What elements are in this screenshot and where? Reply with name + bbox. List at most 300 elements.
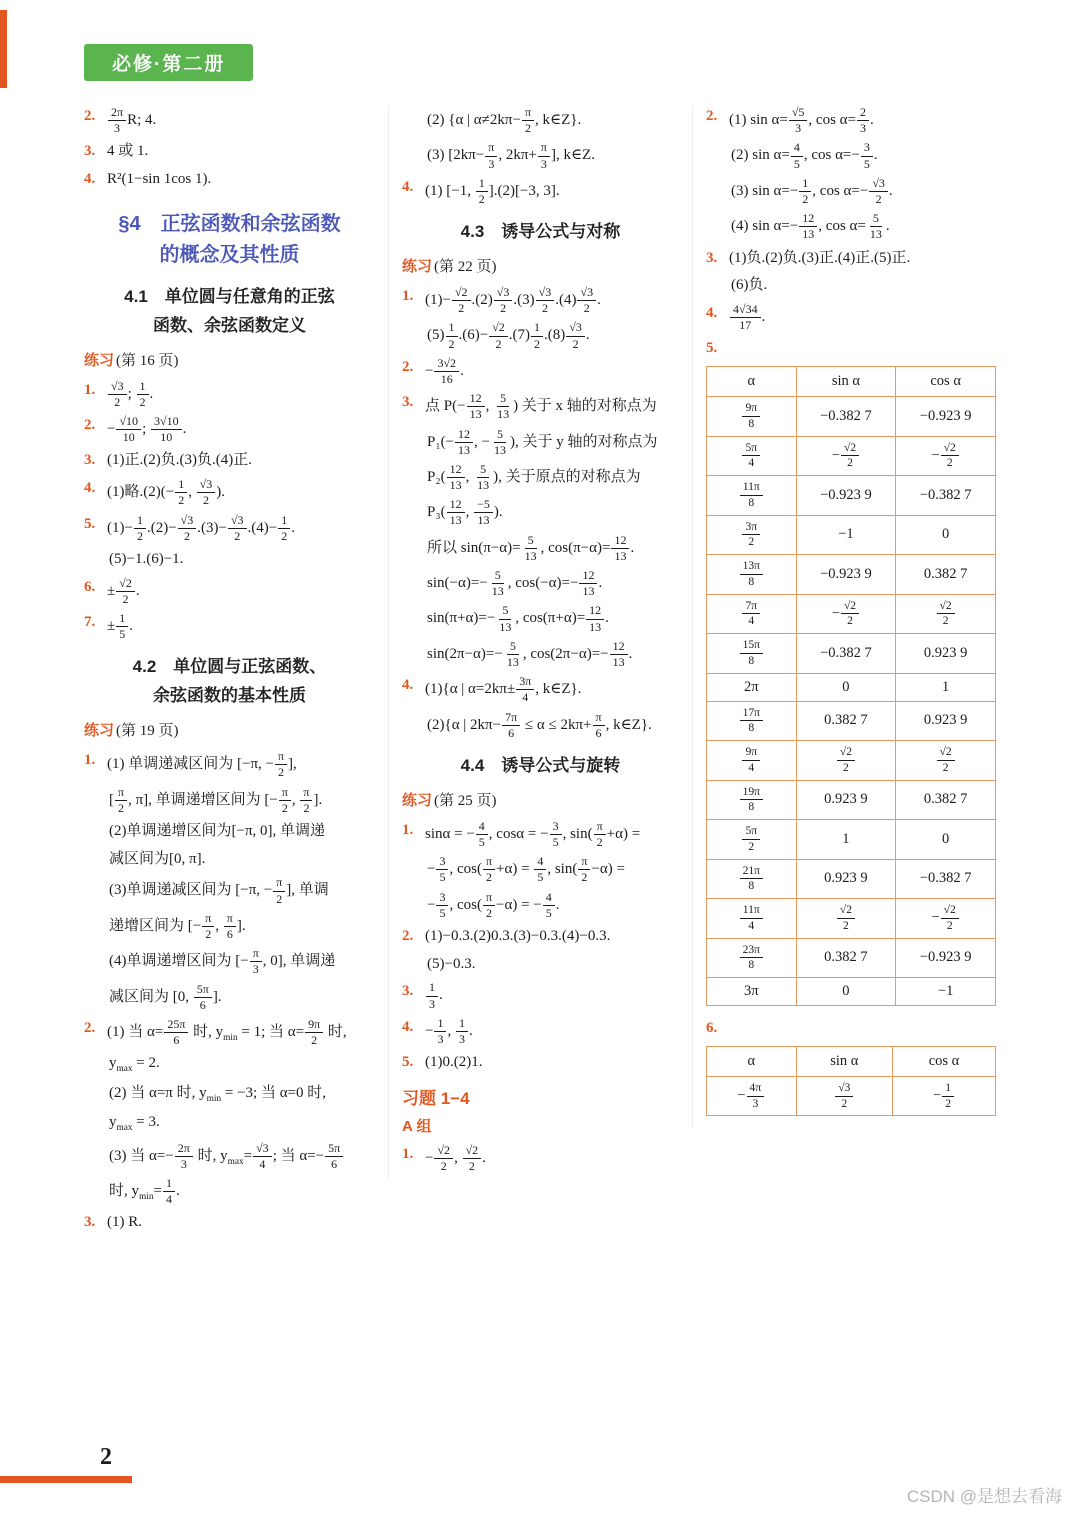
fraction: $\frac{5}{13}$ <box>477 461 490 493</box>
exercise-page-ref: (第 16 页) <box>116 352 179 369</box>
answer-text: (1){α | α=2kπ± $\frac{3\pi}{4}$ , k∈Z}. <box>425 674 582 705</box>
fraction: $\frac{12}{13}$ <box>586 604 604 633</box>
fraction: $\frac{12}{13}$ <box>455 428 473 457</box>
answer-line <box>402 1052 679 1074</box>
fraction: $\frac{11\pi}{4}$ <box>740 904 763 933</box>
answer-line <box>84 612 375 641</box>
table-cell <box>896 741 996 781</box>
fraction: $\frac{1}{5}$ <box>116 612 128 641</box>
fraction: $\frac{12}{13}$ <box>799 212 817 241</box>
table-row <box>707 397 996 437</box>
fraction: $\frac{√2}{2}$ <box>941 904 959 933</box>
fraction: $\frac{12}{13}$ <box>447 463 465 492</box>
table-cell: −1 <box>896 978 996 1006</box>
table-cell <box>707 594 797 634</box>
fraction: $\frac{√3}{4}$ <box>253 1142 272 1171</box>
answer-continuation <box>402 891 679 920</box>
item-number: 2. <box>402 358 414 375</box>
answer-continuation <box>402 954 679 976</box>
fraction: $\frac{17\pi}{8}$ <box>740 707 763 736</box>
content-columns <box>84 106 996 1240</box>
table-cell: − $\frac{4\pi}{3}$ <box>707 1076 797 1116</box>
answer-continuation <box>84 947 375 976</box>
answer-text: (5) $\frac{1}{2}$ .(6)− $\frac{√2}{2}$ .(7) $\frac{1}{2}$ .(8) $\frac{√3}{2}$ . <box>427 320 590 351</box>
table-cell: −0.382 7 <box>896 476 996 516</box>
fraction: $\frac{3√2}{16}$ <box>434 357 459 386</box>
fraction: $\frac{1}{2}$ <box>175 478 187 507</box>
fraction: $\frac{12}{13}$ <box>579 569 597 598</box>
answer-continuation <box>706 141 996 170</box>
fraction: $\frac{√3}{2}$ <box>536 286 555 315</box>
table-cell <box>707 780 797 820</box>
table-row <box>707 594 996 634</box>
answer-continuation <box>402 428 679 457</box>
fraction: $\frac{3\pi}{4}$ <box>516 675 534 704</box>
answer-line <box>84 750 375 779</box>
answer-text: − $\frac{√2}{2}$ , $\frac{√2}{2}$ . <box>425 1142 486 1174</box>
table-row <box>707 978 996 1006</box>
item-number: 4. <box>84 171 96 188</box>
answer-continuation <box>84 786 375 815</box>
fraction: $\frac{19\pi}{8}$ <box>740 786 763 815</box>
table-row <box>707 436 996 476</box>
page-number: 2 <box>100 1444 112 1470</box>
answer-continuation <box>84 1177 375 1206</box>
fraction: $\frac{1}{2}$ <box>942 1082 954 1111</box>
table-cell <box>707 476 797 516</box>
answer-text: (2)单调递增区间为[−π, 0], 单调递 <box>109 822 326 839</box>
fraction: $\frac{5}{13}$ <box>497 391 510 422</box>
fraction: $\frac{\pi}{2}$ <box>279 786 291 815</box>
column-left <box>84 106 388 1240</box>
fraction: $\frac{√2}{2}$ <box>837 904 855 933</box>
fraction: $\frac{12}{13}$ <box>611 534 629 563</box>
exercise-label: 练习 <box>402 791 433 809</box>
fraction: $\frac{3}{5}$ <box>436 891 448 920</box>
fraction: $\frac{3}{5}$ <box>550 820 562 849</box>
fraction: $\frac{4}{5}$ <box>791 141 803 170</box>
answer-line <box>84 380 375 409</box>
answer-continuation <box>84 821 375 843</box>
answer-text: $\frac{2\pi}{3}$ R; 4. <box>107 106 375 135</box>
answer-text: (1) R. <box>107 1214 142 1231</box>
fraction: $\frac{\pi}{6}$ <box>224 912 236 941</box>
table-cell <box>707 859 797 899</box>
answer-text: sinα = − $\frac{4}{5}$ , cosα = − $\frac{3}{5}$ , sin( $\frac{\pi}{2}$ +α) = <box>425 818 641 849</box>
answer-continuation <box>402 711 679 740</box>
fraction: $\frac{2}{3}$ <box>857 106 869 135</box>
table-cell: 0.923 9 <box>796 859 896 899</box>
table-cell: 0 <box>796 673 896 701</box>
fraction: $\frac{3}{5}$ <box>436 855 448 884</box>
table-cell <box>707 555 797 595</box>
answer-continuation <box>402 640 679 669</box>
table-header-cell: α <box>707 1046 797 1076</box>
fraction: $\frac{1}{2}$ <box>799 177 811 206</box>
fraction: $\frac{\pi}{2}$ <box>522 106 534 135</box>
item-number: 2. <box>84 108 96 124</box>
fraction: $\frac{1}{2}$ <box>476 177 488 206</box>
fraction: $\frac{√2}{2}$ <box>841 600 859 629</box>
fraction: $\frac{√5}{3}$ <box>789 106 808 135</box>
answer-text: − $\frac{3}{5}$ , cos( $\frac{\pi}{2}$ −α) = − $\frac{4}{5}$ . <box>427 889 560 920</box>
answer-continuation <box>84 1053 375 1076</box>
table-header-row <box>707 367 996 397</box>
answer-continuation <box>402 498 679 527</box>
answer-text: 点 P(− $\frac{12}{13}$ , $\frac{5}{13}$ ) 关于 x 轴的对称点为 <box>425 391 657 422</box>
table-head <box>707 1046 996 1076</box>
table-header-cell: sin α <box>796 367 896 397</box>
fraction: $\frac{21\pi}{8}$ <box>740 865 763 894</box>
fraction: $\frac{3}{5}$ <box>861 141 873 170</box>
table-cell <box>796 899 896 939</box>
group-label: A 组 <box>402 1117 432 1135</box>
item-number: 1. <box>402 1145 414 1162</box>
table-cell: 0.923 9 <box>896 701 996 741</box>
answer-text: (1)负.(2)负.(3)正.(4)正.(5)正. <box>729 249 911 266</box>
table-cell: −0.923 9 <box>896 397 996 437</box>
table-row <box>707 515 996 555</box>
fraction: $\frac{1}{2}$ <box>531 321 543 350</box>
answer-line <box>84 415 375 444</box>
answer-text: $\frac{1}{3}$ . <box>425 981 679 1010</box>
item-number: 4. <box>402 178 414 195</box>
fraction: $\frac{\pi}{2}$ <box>483 891 495 920</box>
item-number: 5. <box>706 340 718 357</box>
answer-text: (3) [2kπ− $\frac{\pi}{3}$ , 2kπ+ $\frac{\pi}{3}$ ], k∈Z. <box>427 140 595 171</box>
answer-text: sin(−α)=− $\frac{5}{13}$ , cos(−α)=− $\frac{12}{13}$ . <box>427 568 603 599</box>
subsection-heading <box>402 218 679 247</box>
footer-accent-bar <box>0 1476 132 1483</box>
answer-continuation <box>84 1083 375 1106</box>
table-cell <box>707 938 797 978</box>
fraction: $\frac{√2}{2}$ <box>837 746 855 775</box>
answer-text: (1)− $\frac{√2}{2}$ .(2) $\frac{√3}{2}$ .(3) $\frac{√3}{2}$ .(4) $\frac{√3}{2}$ . <box>425 285 601 316</box>
fraction: $\frac{\pi}{2}$ <box>202 912 214 941</box>
item-number: 5. <box>84 515 96 532</box>
answer-continuation <box>402 141 679 170</box>
answer-line <box>84 514 375 543</box>
table-cell <box>796 1076 892 1116</box>
item-number: 7. <box>84 614 96 631</box>
answer-line <box>84 577 375 606</box>
item-number: 2. <box>84 417 96 434</box>
answer-text: (3) 当 α=− $\frac{2\pi}{3}$ 时, $y_{max}=$ $\frac{√3}{4}$ ; 当 α=− $\frac{5\pi}{6}$ <box>109 1142 375 1171</box>
table-cell <box>896 594 996 634</box>
table-row <box>707 1076 996 1116</box>
table-row <box>707 555 996 595</box>
answer-line <box>402 675 679 704</box>
answer-continuation <box>84 1112 375 1135</box>
answer-text: (1) [−1, $\frac{1}{2}$ ].(2)[−3, 3]. <box>425 175 560 206</box>
table-cell: −0.382 7 <box>896 859 996 899</box>
answer-text: (5)−1.(6)−1. <box>109 550 184 567</box>
table-cell: −0.382 7 <box>796 397 896 437</box>
table-row <box>707 673 996 701</box>
table-body <box>707 397 996 1006</box>
table-cell: 3π <box>707 978 797 1006</box>
answer-line <box>402 981 679 1010</box>
answer-continuation <box>402 604 679 633</box>
item-number: 6. <box>706 1020 718 1037</box>
answer-text: $y_{max} = 3$. <box>109 1114 160 1134</box>
table-cell <box>707 397 797 437</box>
exercise-heading <box>402 789 679 810</box>
answer-line <box>706 248 996 270</box>
item-number: 3. <box>84 143 96 160</box>
table-cell: −0.923 9 <box>796 476 896 516</box>
answer-continuation <box>402 106 679 135</box>
fraction: $\frac{√2}{2}$ <box>116 577 135 606</box>
answer-line <box>402 926 679 948</box>
table-cell: − $\frac{√2}{2}$ <box>896 899 996 939</box>
item-number: 4. <box>402 1018 414 1035</box>
fraction: $\frac{2\pi}{3}$ <box>175 1142 193 1171</box>
item-number: 1. <box>84 752 96 769</box>
fraction: $\frac{4}{5}$ <box>476 820 488 849</box>
fraction: $\frac{\pi}{2}$ <box>273 876 285 905</box>
answer-text: (1)略.(2)(− $\frac{1}{2}$ , $\frac{√3}{2}$ ). <box>107 477 226 508</box>
heading-line: §4 正弦函数和余弦函数 <box>118 212 341 235</box>
fraction: $\frac{√2}{2}$ <box>937 600 955 629</box>
table-cell <box>707 436 797 476</box>
answer-text: (2) 当 α=π 时, $y_{min} = -3$; 当 α=0 时, <box>109 1084 327 1104</box>
fraction: $\frac{5}{13}$ <box>869 211 882 242</box>
fraction: $\frac{7\pi}{6}$ <box>502 711 520 740</box>
fraction: $\frac{12}{13}$ <box>467 392 485 421</box>
answer-continuation <box>402 321 679 350</box>
fraction: $\frac{25\pi}{6}$ <box>164 1018 188 1047</box>
table-cell: 2π <box>707 673 797 701</box>
fraction: $\frac{1}{2}$ <box>137 380 149 409</box>
fraction: $\frac{\pi}{3}$ <box>250 947 262 976</box>
fraction: $\frac{5}{13}$ <box>494 426 506 457</box>
exercise-page-ref: (第 19 页) <box>116 723 179 740</box>
exercise-label: 练习 <box>402 258 433 276</box>
answer-text: (5)−0.3. <box>427 955 476 972</box>
answer-continuation <box>402 534 679 563</box>
fraction: $\frac{\pi}{2}$ <box>300 786 312 815</box>
fraction: $\frac{\pi}{3}$ <box>485 141 497 170</box>
answer-line <box>84 106 375 135</box>
item-number: 3. <box>706 249 718 266</box>
table-row <box>707 634 996 674</box>
watermark: CSDN @是想去看海 <box>906 1487 1062 1506</box>
answer-continuation <box>402 569 679 598</box>
answer-text: (1)−0.3.(2)0.3.(3)−0.3.(4)−0.3. <box>425 927 611 944</box>
table-cell: 0.382 7 <box>796 701 896 741</box>
fraction: $\frac{9\pi}{4}$ <box>742 746 760 775</box>
item-number: 2. <box>84 1019 96 1036</box>
table-body <box>707 1076 996 1116</box>
fraction: $\frac{1}{3}$ <box>456 1017 468 1046</box>
fraction: $\frac{5}{13}$ <box>491 568 504 599</box>
exercise-heading <box>84 349 375 370</box>
fraction: $\frac{1}{2}$ <box>278 514 290 543</box>
item-number: 4. <box>706 305 718 321</box>
table-row <box>707 701 996 741</box>
fraction: $\frac{√10}{10}$ <box>116 415 141 444</box>
item-number: 6. <box>84 578 96 595</box>
fraction: $\frac{\pi}{3}$ <box>538 141 550 170</box>
table-row <box>707 938 996 978</box>
answer-text: 减区间为[0, π]. <box>109 850 206 867</box>
answer-text: sin(π+α)=− $\frac{5}{13}$ , cos(π+α)= $\frac{12}{13}$ . <box>427 603 609 634</box>
fraction: $\frac{1}{4}$ <box>163 1177 175 1206</box>
table-cell: 0.382 7 <box>896 780 996 820</box>
fraction: $\frac{7\pi}{4}$ <box>742 600 760 629</box>
exercise-label: 练习 <box>84 351 115 369</box>
answer-line <box>402 820 679 849</box>
answer-continuation <box>84 912 375 941</box>
fraction: $\frac{4}{5}$ <box>534 855 546 884</box>
left-edge-accent-bar <box>0 10 7 88</box>
answer-line <box>84 450 375 472</box>
answer-text: $y_{max} = 2$. <box>109 1055 160 1075</box>
answer-text: (6)负. <box>731 277 768 294</box>
exercise-heading <box>402 255 679 276</box>
answer-line <box>706 1018 996 1040</box>
answer-continuation <box>84 983 375 1012</box>
fraction: $\frac{√3}{2}$ <box>577 286 596 315</box>
answer-continuation <box>402 855 679 884</box>
section-heading <box>84 209 375 271</box>
exercise-label: 练习 <box>84 722 115 740</box>
table-cell <box>707 515 797 555</box>
fraction: $\frac{9\pi}{8}$ <box>742 402 760 431</box>
answer-text: − $\frac{3√2}{16}$ . <box>425 355 464 386</box>
fraction: $\frac{5\pi}{4}$ <box>742 442 760 471</box>
item-number: 4. <box>84 480 96 497</box>
answer-text: (1)正.(2)负.(3)负.(4)正. <box>107 452 252 469</box>
fraction: $\frac{√3}{2}$ <box>869 177 888 206</box>
table-cell: 0 <box>896 820 996 860</box>
answer-text: ± $\frac{1}{5}$ . <box>107 611 133 642</box>
trig-values-table <box>706 1046 996 1117</box>
answer-text: P₁(− $\frac{12}{13}$ , − $\frac{5}{13}$ ), 关于 y 轴的对称点为 <box>427 426 658 457</box>
answer-text: − $\frac{3}{5}$ , cos( $\frac{\pi}{2}$ +α) = $\frac{4}{5}$ , sin( $\frac{\pi}{2}$ −α) = <box>427 854 625 885</box>
fraction: $\frac{\pi}{6}$ <box>593 711 605 740</box>
fraction: $\frac{√3}{2}$ <box>228 514 247 543</box>
fraction: $\frac{√3}{2}$ <box>835 1082 853 1111</box>
table-cell: − $\frac{√2}{2}$ <box>896 436 996 476</box>
answer-text: (1) 单调递减区间为 [−π, − $\frac{\pi}{2}$ ], <box>107 749 297 780</box>
answer-text: (2) sin α= $\frac{4}{5}$ , cos α=− $\frac{3}{5}$ . <box>731 140 878 171</box>
answer-text: (2) {α | α≠2kπ− $\frac{\pi}{2}$ , k∈Z}. <box>427 105 582 136</box>
answer-line <box>84 1212 375 1234</box>
heading-line: 函数、余弦函数定义 <box>153 315 306 335</box>
fraction: $\frac{5\pi}{2}$ <box>742 825 760 854</box>
fraction: $\frac{√3}{2}$ <box>566 321 585 350</box>
fraction: $\frac{√3}{2}$ <box>108 380 127 409</box>
fraction: $\frac{3√10}{10}$ <box>151 415 182 444</box>
answer-text: (1)0.(2)1. <box>425 1054 483 1071</box>
table-cell: 0.382 7 <box>896 555 996 595</box>
fraction: $\frac{√3}{2}$ <box>178 514 197 543</box>
column-middle <box>388 106 692 1179</box>
fraction: $\frac{1}{2}$ <box>446 321 458 350</box>
answer-text: R²(1−sin 1cos 1). <box>107 171 212 188</box>
fraction: $\frac{23\pi}{8}$ <box>740 944 763 973</box>
exercise-heading <box>84 719 375 740</box>
answer-text: 减区间为 [0, $\frac{5\pi}{6}$ ]. <box>109 981 222 1012</box>
answer-text: P₂( $\frac{12}{13}$ , $\frac{5}{13}$ ), 关于原点的对称点为 <box>427 461 641 493</box>
answer-text: 所以 sin(π−α)= $\frac{5}{13}$ , cos(π−α)= $\frac{12}{13}$ . <box>427 532 635 563</box>
fraction: $\frac{1}{3}$ <box>434 1017 446 1046</box>
table-header-row <box>707 1046 996 1076</box>
answer-line <box>84 1018 375 1047</box>
fraction: $\frac{5}{13}$ <box>506 638 519 669</box>
answer-text: − $\frac{√10}{10}$ ; $\frac{3√10}{10}$ . <box>107 414 187 445</box>
answer-line <box>84 478 375 507</box>
answer-text: $\frac{√3}{2}$ ; $\frac{1}{2}$ . <box>107 380 375 409</box>
answer-line <box>706 106 996 135</box>
fraction: $\frac{√2}{2}$ <box>941 442 959 471</box>
item-number: 1. <box>84 381 96 398</box>
subsection-heading <box>402 752 679 781</box>
answer-text: sin(2π−α)=− $\frac{5}{13}$ , cos(2π−α)=− $\frac{12}{13}$ . <box>427 638 633 669</box>
table-cell: 0.923 9 <box>896 634 996 674</box>
answer-text: (4)单调递增区间为 [− $\frac{\pi}{3}$ , 0], 单调递 <box>109 946 336 977</box>
heading-line: 4.2 单位圆与正弦函数、 <box>132 657 327 677</box>
fraction: $\frac{-5}{13}$ <box>474 498 493 527</box>
table-cell: 0.923 9 <box>796 780 896 820</box>
answer-text: 递增区间为 [− $\frac{\pi}{2}$ , $\frac{\pi}{6}$ ]. <box>109 910 246 941</box>
fraction: $\frac{√3}{2}$ <box>197 478 216 507</box>
fraction: $\frac{1}{3}$ <box>426 981 438 1010</box>
table-head <box>707 367 996 397</box>
fraction: $\frac{13\pi}{8}$ <box>740 560 763 589</box>
table-cell <box>707 741 797 781</box>
fraction: $\frac{5}{13}$ <box>499 603 512 634</box>
answer-text: P₃( $\frac{12}{13}$ , $\frac{-5}{13}$ ). <box>427 497 503 528</box>
answer-line <box>402 1017 679 1046</box>
fraction: $\frac{4\pi}{3}$ <box>747 1082 765 1111</box>
table-cell: 0.382 7 <box>796 938 896 978</box>
fraction: $\frac{4√34}{17}$ <box>730 303 761 332</box>
answer-text: $\frac{4√34}{17}$ . <box>729 303 996 332</box>
table-cell: 0 <box>796 978 896 1006</box>
table-cell: − $\frac{√2}{2}$ <box>796 436 896 476</box>
column-right <box>692 106 996 1128</box>
problem-set-heading: 习题 1−4 <box>402 1088 470 1108</box>
heading-line: 余弦函数的基本性质 <box>153 686 306 706</box>
fraction: $\frac{\pi}{2}$ <box>578 855 590 884</box>
answer-continuation <box>84 1142 375 1171</box>
fraction: $\frac{15\pi}{8}$ <box>740 639 763 668</box>
item-number: 5. <box>402 1054 414 1071</box>
fraction: $\frac{11\pi}{8}$ <box>740 481 763 510</box>
item-number: 3. <box>402 983 414 1000</box>
item-number: 4. <box>402 677 414 694</box>
answer-line <box>706 338 996 360</box>
answer-text: [ $\frac{\pi}{2}$ , π], 单调递增区间为 [− $\frac{\pi}{2}$ , $\frac{\pi}{2}$ ]. <box>109 784 323 815</box>
answer-text: (3)单调递减区间为 [−π, − $\frac{\pi}{2}$ ], 单调 <box>109 875 329 906</box>
table-header-cell: sin α <box>796 1046 892 1076</box>
answer-line <box>402 177 679 206</box>
fraction: $\frac{√3}{2}$ <box>494 286 513 315</box>
table-row <box>707 820 996 860</box>
fraction: $\frac{√2}{2}$ <box>463 1144 482 1173</box>
heading-line: 4.3 诱导公式与对称 <box>460 222 621 242</box>
fraction: $\frac{12}{13}$ <box>447 498 465 527</box>
fraction: $\frac{√2}{2}$ <box>452 286 471 315</box>
fraction: $\frac{5\pi}{6}$ <box>325 1142 343 1171</box>
answer-line <box>402 392 679 421</box>
item-number: 3. <box>84 1214 96 1231</box>
answer-continuation <box>402 463 679 492</box>
table-cell: −0.382 7 <box>796 634 896 674</box>
